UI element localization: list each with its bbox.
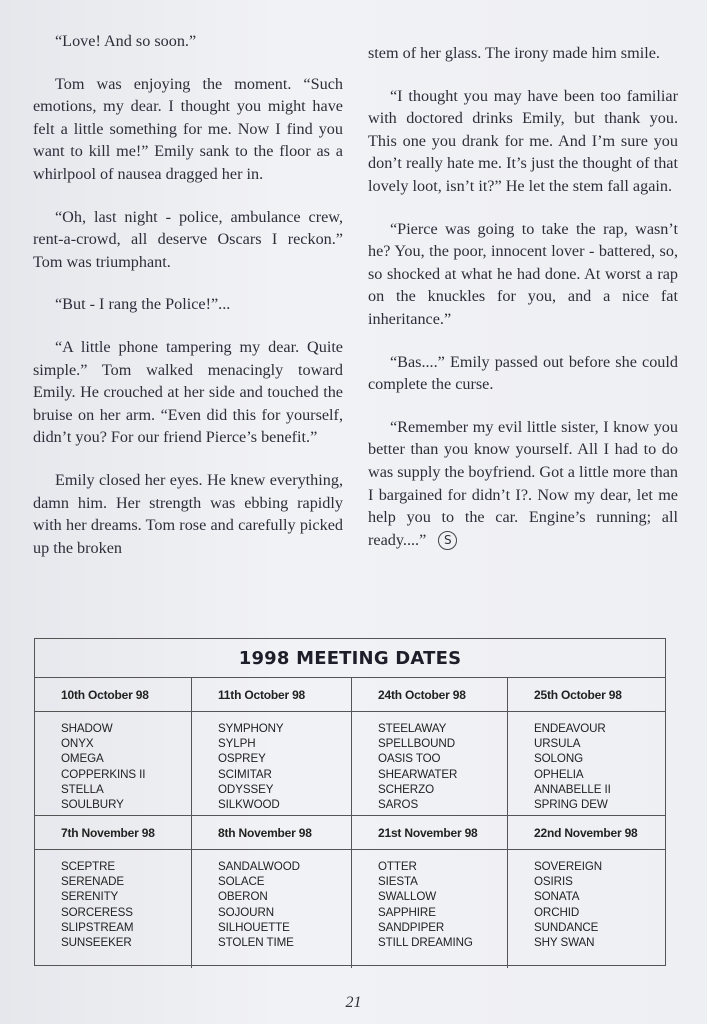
boat-name: SUNDANCE [534,920,599,934]
boat-name: SUNSEEKER [61,936,132,950]
boat-name: SLIPSTREAM [61,920,134,934]
date-header: 7th November 98 [35,816,192,850]
date-header: 11th October 98 [192,678,352,712]
boat-name: SHADOW [61,722,113,735]
boat-name: OASIS TOO [378,752,441,766]
table-block-november [35,816,665,968]
paragraph: Emily closed her eyes. He knew everything, damn him. Her strength was ebbing rapidly with her dreams. Tom rose and carefully picked up the broken [33,470,343,557]
date-header: 25th October 98 [508,678,665,712]
date-header: 24th October 98 [352,678,508,712]
boat-name: ENDEAVOUR [534,722,606,735]
boat-name: STOLEN TIME [218,936,294,950]
paragraph: “Oh, last night - police, ambulance crew, rent-a-crowd, all deserve Oscars I reckon.” Tom was triumphant. [33,207,343,271]
boat-name: SANDALWOOD [218,860,300,873]
boat-name: ORCHID [534,905,580,919]
boat-name: OPHELIA [534,767,584,781]
boat-list [508,712,665,816]
boat-name: SHEARWATER [378,767,458,781]
meeting-dates-table [34,638,666,966]
boat-name: STILL DREAMING [378,936,473,950]
paragraph: Tom was enjoying the moment. “Such emotions, my dear. I thought you might have felt a little something for me. Now I find you want to kill me!” Emily sank to the floor as a whirlpool of nausea dragged her in. [33,74,343,183]
boat-name: STEELAWAY [378,722,447,735]
page-number: 21 [345,994,362,1011]
boat-list [35,712,192,816]
boat-name: SOLACE [218,875,265,889]
boat-list [192,850,352,968]
boat-name: SERENITY [61,890,119,904]
boat-name: SYMPHONY [218,722,284,735]
boat-name: SCIMITAR [218,767,272,781]
story-column-left [33,30,343,579]
table-title: 1998 MEETING DATES [35,639,665,678]
end-of-story-mark: S [438,531,457,550]
paragraph: “A little phone tampering my dear. Quite simple.” Tom walked menacingly toward Emily. He crouched at her side and touched the bruise on her arm. “Even did this for yourself, didn’t you? For our friend Pierce’s benefit.” [33,337,343,447]
boat-name: SILHOUETTE [218,920,290,934]
boat-name: SERENADE [61,875,124,889]
paragraph: “I thought you may have been too familiar with doctored drinks Emily, but thank you. This one you drank for me. And I’m sure you don’t really hate me. It’s just the thought of that lovely loot, isn’t it?” He let the stem fall again. [368,86,678,195]
boat-name: SANDPIPER [378,920,445,934]
boat-list [508,850,665,968]
boat-name: SPRING DEW [534,798,608,812]
boat-name: ODYSSEY [218,782,274,796]
boat-name: OBERON [218,890,268,904]
boat-name: SPELLBOUND [378,737,455,751]
story-column-right [368,42,678,571]
last-paragraph [368,416,678,552]
boat-name: SAROS [378,798,419,812]
date-header: 8th November 98 [192,816,352,850]
boat-name: COPPERKINS II [61,767,146,781]
paragraph: “Bas....” Emily passed out before she could complete the curse. [368,352,678,394]
boat-name: SIESTA [378,875,418,889]
boat-name: URSULA [534,737,581,751]
boat-name: SAPPHIRE [378,905,436,919]
paragraph: “Pierce was going to take the rap, wasn’t he? You, the poor, innocent lover - battered, so, so shocked at what he had done. At worst a rap on the knuckles for you, and a nice fat inheritance.” [368,219,678,328]
boat-name: OTTER [378,860,417,873]
boat-name: SOJOURN [218,905,274,919]
boat-list [352,850,508,968]
paragraph: “Love! And so soon.” [55,32,197,50]
boat-list [352,712,508,816]
table-block-october [35,678,665,816]
boat-name: SORCERESS [61,905,133,919]
boat-name: SOVEREIGN [534,860,603,873]
boat-name: SCEPTRE [61,860,116,873]
boat-name: SWALLOW [378,890,437,904]
boat-name: SHY SWAN [534,936,595,950]
boat-name: SOLONG [534,752,584,766]
date-header: 10th October 98 [35,678,192,712]
boat-name: SYLPH [218,737,256,751]
boat-name: SONATA [534,890,580,904]
date-header: 22nd November 98 [508,816,665,850]
boat-list [192,712,352,816]
boat-list [35,850,192,968]
boat-name: STELLA [61,782,104,796]
boat-name: SOULBURY [61,798,124,812]
boat-name: ANNABELLE II [534,782,611,796]
paragraph-text: “Remember my evil little sister, I know you better than you know yourself. All I had to do was supply the boyfriend. Got a little more than I bargained for didn’t I?. Now my dear, let me help you to the car. Engine’s running; all ready....” [368,417,678,549]
boat-name: SILKWOOD [218,798,280,812]
date-header: 21st November 98 [352,816,508,850]
boat-name: OSPREY [218,752,266,766]
boat-name: OMEGA [61,752,104,766]
paragraph: “But - I rang the Police!”... [55,295,231,314]
boat-name: SCHERZO [378,782,434,796]
paragraph: stem of her glass. The irony made him smile. [368,44,660,62]
boat-name: ONYX [61,737,94,751]
boat-name: OSIRIS [534,875,573,889]
